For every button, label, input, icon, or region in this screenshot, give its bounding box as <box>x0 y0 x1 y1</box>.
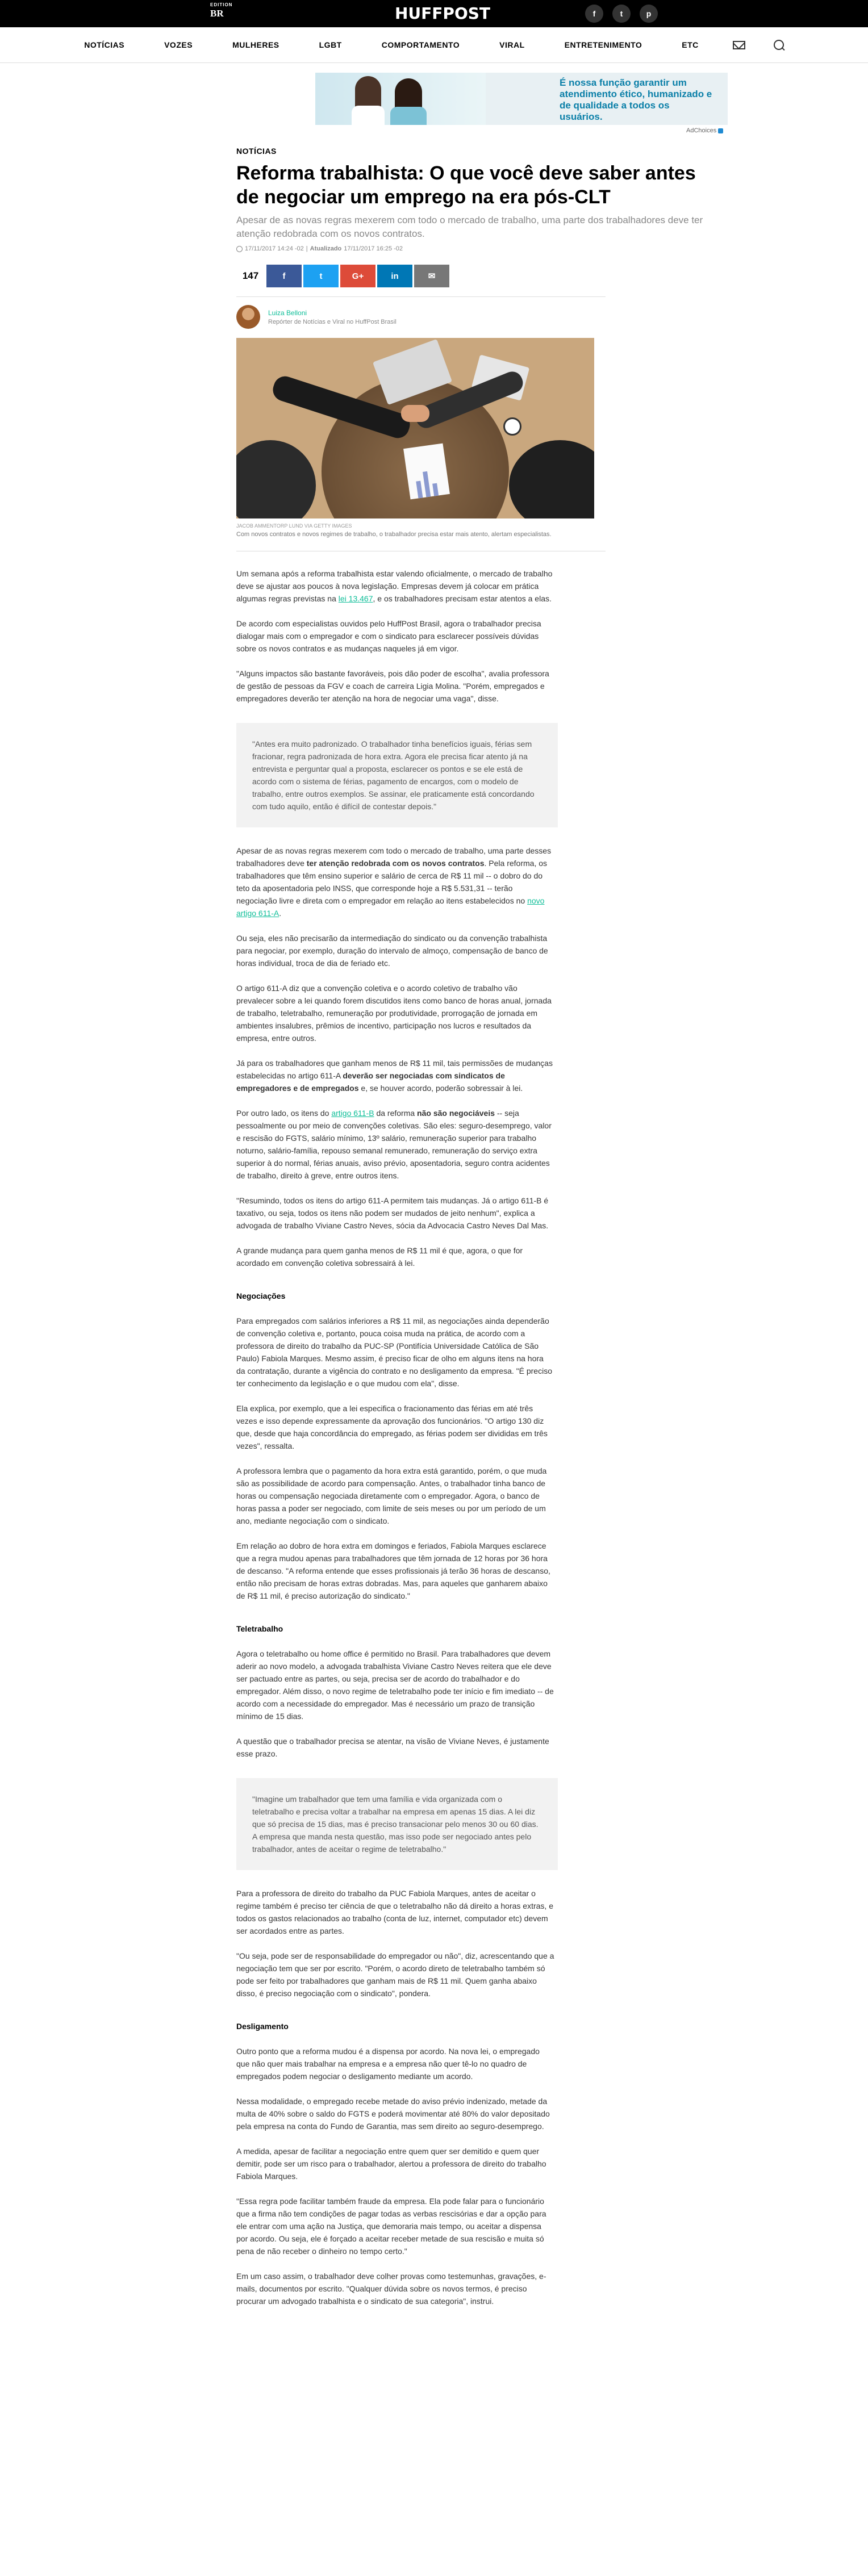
logo-text: HUFFPOST <box>395 3 491 23</box>
photo-credit: JACOB AMMENTORP LUND VIA GETTY IMAGES <box>236 523 352 529</box>
section-label[interactable]: NOTÍCIAS <box>236 147 277 156</box>
photo-paper-bar <box>423 471 431 497</box>
paragraph: A professora lembra que o pagamento da hora extra está garantido, porém, o que muda são as possibilidade de acordo para compensação. Antes, o trabalhador tinha banco de horas ou compensação negociada diretamente com o empregador. Agora, o banco de horas passa a poder ser negociado, com limite de seis meses ou por um período de um ano, mediante negociação com o sindicato. <box>236 1466 547 1525</box>
photo-cup <box>503 417 521 436</box>
ad-shirt-right <box>390 107 427 125</box>
paragraph: "Resumindo, todos os itens do artigo 611-A permitem tais mudanças. Já o artigo 611-B é taxativo, ou seja, todos os itens não podem ser mudados de jeito nenhum", explica a advogada de trabalho Viviane Castro Neves, sócia da Advocacia Castro Neves Dal Mas. <box>236 1196 549 1230</box>
clock-icon <box>236 246 243 252</box>
huffpost-logo[interactable] <box>393 3 491 23</box>
nav-mulheres[interactable]: MULHERES <box>232 40 279 49</box>
search-icon[interactable] <box>774 40 784 50</box>
facebook-icon[interactable]: f <box>585 5 603 23</box>
artigo-611a-link[interactable]: novo artigo 611-A <box>236 896 545 918</box>
share-bar <box>236 264 719 288</box>
paragraph: Por outro lado, os itens do artigo 611-B da reforma não são negociáveis -- seja pessoalmente ou por meio de convenções coletivas. São eles: seguro-desemprego, valor e rescisão do FGTS, salário mínimo, 13º salário, remuneração superior para trabalho noturno, salário-família, repouso semanal remunerado, remuneração do serviço extra superior à do normal, férias anuais, aviso prévio, aposentadoria, seguro contra acidentes de trabalho, direito à greve, entre outros itens. <box>236 1109 552 1180</box>
photo-paper-bar <box>416 481 423 499</box>
ad-text: É nossa função garantir um atendimento ético, humanizado e de qualidade a todos os usuários. <box>560 77 712 122</box>
social-links <box>585 5 658 23</box>
edition-code: BR <box>210 8 224 19</box>
share-facebook-button[interactable]: f <box>266 265 302 287</box>
pull-quote: "Antes era muito padronizado. O trabalhador tinha benefícios iguais, férias sem fracionar, regra padronizada de hora extra. Agora ele precisa ficar atento já na entrevista e perguntar qual a proposta, esclarecer os pontos e se ele está de acordo com o sistema de férias, pagamento de encargos, com o modelo de trabalho, entre outros exemplos. Se assinar, ele praticamente está concordando com tudo aquilo, então é difícil de contestar depois." <box>236 723 558 827</box>
ad-shirt-left <box>352 106 385 125</box>
paragraph: O artigo 611-A diz que a convenção coletiva e o acordo coletivo de trabalho vão prevalecer sobre a lei quando forem discutidos itens como banco de horas anual, jornada de trabalho, teletrabalho, remuneração por produtividade, prorrogação de jornada em ambientes insalubres, prêmios de incentivo, participação nos lucros e resultados da empresa, entre outros. <box>236 984 552 1043</box>
author-name[interactable]: Luiza Belloni <box>268 308 307 317</box>
paragraph: Para a professora de direito do trabalho da PUC Fabiola Marques, antes de aceitar o regime também é preciso ter ciência de que o teletrabalho não dá direito a horas extras, e todos os gastos relacionados ao trabalho (conta de luz, internet, computador etc) devem ser acordados entre as partes. <box>236 1889 553 1935</box>
paragraph: Nessa modalidade, o empregado recebe metade do aviso prévio indenizado, metade da multa de 40% sobre o saldo do FGTS e poderá movimentar até 80% do valor depositado pela empresa na conta do Fundo de Garantia, mas sem direito ao seguro-desemprego. <box>236 2097 550 2131</box>
edition-label: EDITION <box>210 2 233 7</box>
pull-quote: "Imagine um trabalhador que tem uma família e vida organizada com o teletrabalho e precisa voltar a trabalhar na empresa em apenas 15 dias. A lei diz que só precisa de 15 dias, mas é preciso transacionar pelo menos 30 ou 60 dias. A empresa que manda nesta questão, mas isso pode ser negociado antes pelo trabalhador, antes de aceitar o regime de teletrabalho." <box>236 1778 558 1870</box>
paragraph: Em um caso assim, o trabalhador deve colher provas como testemunhas, gravações, e-mails, documentos por escrito. "Qualquer dúvida sobre os novos termos, é preciso procurar um advogado trabalhista e o sindicato de sua categoria", instrui. <box>236 2272 546 2306</box>
updated-label: Atualizado <box>310 245 342 252</box>
nav-entretenimento[interactable]: ENTRETENIMENTO <box>564 40 642 49</box>
subheading-negociacoes: Negociações <box>236 1291 286 1300</box>
nav-comportamento[interactable]: COMPORTAMENTO <box>381 40 460 49</box>
ad-image <box>315 73 486 125</box>
nav-vozes[interactable]: VOZES <box>164 40 193 49</box>
paragraph: Agora o teletrabalho ou home office é permitido no Brasil. Para trabalhadores que devem aderir ao novo modelo, a advogada trabalhista Viviane Castro Neves reitera que ele deve ser pactuado entre as partes, ou seja, precisa ser de acordo do trabalhador e do empregador. Além disso, o novo regime de teletrabalho pode ter início e fim imediato -- de acordo com a necessidade do empregador. Mas é necessário um prazo de transição mínimo de 15 dias. <box>236 1649 554 1721</box>
paragraph: Em relação ao dobro de hora extra em domingos e feriados, Fabiola Marques esclarece que a regra mudou apenas para trabalhadores que têm jornada de 12 horas por 36 hora de descanso. "A reforma entende que esses profissionais já terão 36 horas de descanso, então não precisam de horas extras dobradas. Mas, para aqueles que ganharem abaixo de R$ 11 mil, é preciso autorização do sindicato." <box>236 1541 550 1600</box>
divider <box>236 296 606 297</box>
edition-selector[interactable] <box>210 2 250 19</box>
published-time: 17/11/2017 14:24 -02 <box>245 245 304 252</box>
article <box>236 147 719 2320</box>
author-avatar[interactable] <box>236 305 260 329</box>
photo-person-left <box>236 440 316 518</box>
top-bar <box>0 0 868 27</box>
pinterest-icon[interactable]: p <box>640 5 658 23</box>
photo-handshake <box>401 405 429 422</box>
photo-paper <box>403 444 450 500</box>
paragraph: Ela explica, por exemplo, que a lei especifica o fracionamento das férias em até três vezes e isso depende expressamente da aprovação dos funcionários. "O artigo 130 diz que, desde que haja concordância do empregado, as férias podem ser divididas em três vezes", ressalta. <box>236 1404 548 1450</box>
artigo-611b-link[interactable]: artigo 611-B <box>331 1109 374 1118</box>
adchoices-link[interactable] <box>686 127 723 134</box>
author-block <box>236 305 719 329</box>
main-nav <box>0 27 868 63</box>
paragraph: A questão que o trabalhador precisa se atentar, na visão de Viviane Neves, é justamente esse prazo. <box>236 1737 549 1758</box>
article-subhead: Apesar de as novas regras mexerem com todo o mercado de trabalho, uma parte dos trabalhadores deve ter atenção redobrada com os novos contratos. <box>236 215 703 239</box>
paragraph: Um semana após a reforma trabalhista estar valendo oficialmente, o mercado de trabalho deve se ajustar aos poucos à nova legislação. Empresas devem já colocar em prática algumas regras previstas na lei 13.467, e os trabalhadores precisam estar atentos a elas. <box>236 569 553 603</box>
paragraph: Ou seja, eles não precisarão da intermediação do sindicato ou da convenção trabalhista para negociar, por exemplo, duração do intervalo de almoço, compensação de banco de horas individual, troca de dia de feriado etc. <box>236 934 548 968</box>
paragraph: "Ou seja, pode ser de responsabilidade do empregador ou não", diz, acrescentando que a negociação tem que ser por escrito. "Porém, o acordo direto de teletrabalho também só pode ser feito por trabalhadores que ganham mais de R$ 11 mil. Quem ganha abaixo disso, é preciso negociação com o sindicato", pondera. <box>236 1951 554 1998</box>
share-count: 147 <box>242 270 259 281</box>
nav-etc[interactable]: ETC <box>682 40 699 49</box>
timestamps: 17/11/2017 14:24 -02 | Atualizado 17/11/2017 16:25 -02 <box>236 245 719 252</box>
subheading-teletrabalho: Teletrabalho <box>236 1624 283 1633</box>
share-googleplus-button[interactable]: G+ <box>340 265 375 287</box>
advertisement-banner[interactable] <box>315 73 728 125</box>
adchoices-icon <box>718 128 723 133</box>
photo-person-right <box>509 440 594 518</box>
paragraph: Apesar de as novas regras mexerem com todo o mercado de trabalho, uma parte desses trabalhadores deve ter atenção redobrada com os novos contratos. Pela reforma, os trabalhadores que têm ensino superior e salário de cerca de R$ 11 mil -- o dobro do do teto da aposentadoria pelo INSS, que corresponde hoje a R$ 5.531,31 -- terão negociação livre e direta com o empregador em relação ao itens estabelecidos no novo artigo 611-A. <box>236 846 552 918</box>
mail-icon[interactable] <box>733 41 745 49</box>
paragraph: De acordo com especialistas ouvidos pelo HuffPost Brasil, agora o trabalhador precisa dialogar mais com o empregador e com o sindicato para esclarecer possíveis dúvidas sobre os novos contratos e as mudanças naqueles já em vigor. <box>236 619 541 653</box>
adchoices-label: AdChoices <box>686 127 717 134</box>
article-body <box>236 567 554 2307</box>
paragraph: A grande mudança para quem ganha menos de R$ 11 mil é que, agora, o que for acordado em convenção coletiva sobressairá à lei. <box>236 1246 523 1268</box>
paragraph: A medida, apesar de facilitar a negociação entre quem quer ser demitido e quem quer demitir, pode ser um risco para o trabalhador, alertou a professora de direito do trabalho Fabiola Marques. <box>236 2147 546 2181</box>
paragraph: "Alguns impactos são bastante favoráveis, pois dão poder de escolha", avalia professora de gestão de pessoas da FGV e coach de carreira Ligia Molina. "Porém, empregados e empregadores deverão ter atenção na hora de negociar uma vaga", disse. <box>236 669 549 703</box>
article-photo <box>236 338 594 518</box>
share-linkedin-button[interactable]: in <box>377 265 412 287</box>
nav-viral[interactable]: VIRAL <box>499 40 525 49</box>
article-headline: Reforma trabalhista: O que você deve saber antes de negociar um emprego na era pós-CLT <box>236 162 696 208</box>
paragraph: Outro ponto que a reforma mudou é a dispensa por acordo. Na nova lei, o empregado que não quer mais trabalhar na empresa e a empresa não quer tê-lo no quadro de empregados podem negociar o desligamento mediante um acordo. <box>236 2047 540 2081</box>
twitter-icon[interactable]: t <box>612 5 631 23</box>
nav-lgbt[interactable]: LGBT <box>319 40 342 49</box>
share-twitter-button[interactable]: t <box>303 265 339 287</box>
share-email-button[interactable]: ✉ <box>414 265 449 287</box>
updated-time: 17/11/2017 16:25 -02 <box>344 245 403 252</box>
nav-noticias[interactable]: NOTÍCIAS <box>84 40 125 49</box>
paragraph: "Essa regra pode facilitar também fraude da empresa. Ela pode falar para o funcionário que a firma não tem condições de pagar todas as verbas rescisórias e dar a opção para ele entrar com uma ação na Justiça, que demoraria mais tempo, ou aceitar a dispensa por acordo. Ou seja, ele é forçado a aceitar receber metade de sua rescisão e muita só pena de não receber o dinheiro no tempo certo." <box>236 2197 546 2256</box>
photo-paper-bar <box>432 483 439 496</box>
photo-caption: Com novos contratos e novos regimes de trabalho, o trabalhador precisa estar mais atento, alertam especialistas. <box>236 531 552 538</box>
law-link[interactable]: lei 13.467 <box>338 594 373 603</box>
paragraph: Já para os trabalhadores que ganham menos de R$ 11 mil, tais permissões de mudanças estabelecidas no artigo 611-A deverão ser negociadas com sindicatos de empregadores e de empregados e, se houver acordo, poderão sobressair à lei. <box>236 1059 553 1093</box>
paragraph: Para empregados com salários inferiores a R$ 11 mil, as negociações ainda dependerão de convenção coletiva e, portanto, pouca coisa muda na prática, de acordo com a professora de direito do trabalho da PUC-SP (Pontifícia Universidade Católica de São Paulo) Fabiola Marques. Mesmo assim, é preciso ficar de olho em alguns itens na hora da contratação, durante a vigência do contrato e no desligamento da empresa. "É preciso ter conhecimento da legislação e o que mudou com ela", disse. <box>236 1316 552 1388</box>
author-role: Repórter de Notícias e Viral no HuffPost Brasil <box>268 318 397 325</box>
subheading-desligamento: Desligamento <box>236 2022 289 2031</box>
